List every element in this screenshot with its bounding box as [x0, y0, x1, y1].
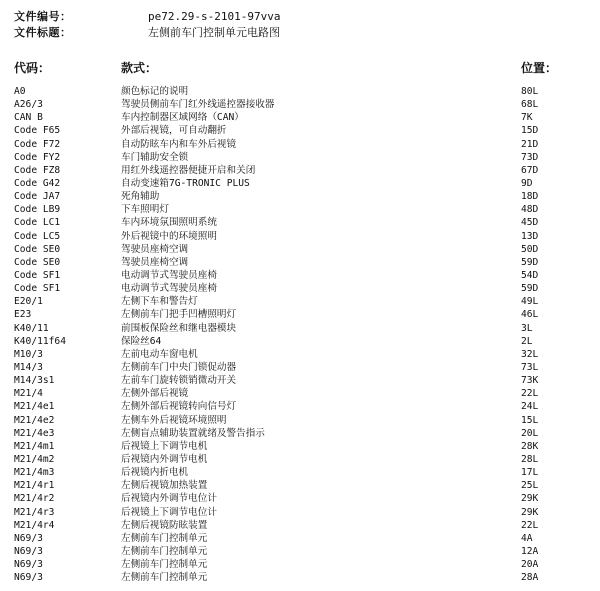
row-position: 21D: [521, 138, 539, 150]
table-row: [14, 374, 574, 387]
row-code: M21/4r2: [14, 493, 55, 505]
row-position: 68L: [521, 99, 539, 111]
row-style: 左侧后视镜加热装置: [121, 480, 208, 492]
doc-title-value: 左侧前车门控制单元电路图: [148, 26, 280, 39]
row-code: Code F72: [14, 138, 61, 150]
row-position: 17L: [521, 467, 539, 479]
table-row: [14, 453, 574, 466]
table-row: [14, 308, 574, 321]
row-position: 2L: [521, 335, 533, 347]
row-code: N69/3: [14, 545, 43, 557]
row-style: 左侧前车门中央门锁促动器: [121, 361, 237, 373]
row-code: Code SE0: [14, 256, 61, 268]
row-position: 32L: [521, 348, 539, 360]
row-style: 车门辅助安全锁: [121, 151, 189, 163]
row-code: M21/4r1: [14, 480, 55, 492]
row-code: N69/3: [14, 559, 43, 571]
table-row: [14, 243, 574, 256]
row-style: 死角辅助: [121, 191, 160, 203]
row-code: Code FY2: [14, 151, 61, 163]
table-row: [14, 164, 574, 177]
row-style: 后视镜内折电机: [121, 467, 189, 479]
row-position: 46L: [521, 309, 539, 321]
row-position: 9D: [521, 177, 533, 189]
row-position: 12A: [521, 545, 539, 557]
row-code: Code SF1: [14, 269, 61, 281]
row-position: 54D: [521, 269, 539, 281]
table-row: [14, 295, 574, 308]
row-code: M21/4e2: [14, 414, 55, 426]
table-row: [14, 532, 574, 545]
row-style: 前围板保险丝和继电器模块: [121, 322, 237, 334]
row-code: M21/4: [14, 388, 43, 400]
row-code: A26/3: [14, 99, 43, 111]
row-style: 左前车门旋转锁销微动开关: [121, 375, 237, 387]
doc-title-label: 文件标题：: [14, 26, 72, 39]
row-code: Code G42: [14, 177, 61, 189]
row-code: M21/4m1: [14, 440, 55, 452]
row-position: 7K: [521, 112, 533, 124]
row-style: 左侧前车门控制单元: [121, 572, 208, 584]
row-position: 73K: [521, 375, 539, 387]
table-row: [14, 190, 574, 203]
row-position: 15L: [521, 414, 539, 426]
row-code: Code SE0: [14, 243, 61, 255]
row-position: 13D: [521, 230, 539, 242]
row-position: 25L: [521, 480, 539, 492]
table-row: [14, 361, 574, 374]
row-code: M21/4m3: [14, 467, 55, 479]
row-position: 20A: [521, 559, 539, 571]
row-code: M21/4r3: [14, 506, 55, 518]
row-style: 左侧前车门控制单元: [121, 559, 208, 571]
table-row: [14, 151, 574, 164]
table-row: [14, 177, 574, 190]
row-code: N69/3: [14, 532, 43, 544]
row-style: 左前电动车窗电机: [121, 348, 198, 360]
doc-title-row: [14, 25, 574, 41]
row-position: 22L: [521, 388, 539, 400]
table-row: [14, 85, 574, 98]
row-position: 28L: [521, 453, 539, 465]
header-position: 位置：: [521, 61, 558, 75]
row-style: 后视镜内外调节电机: [121, 453, 208, 465]
component-table: [14, 85, 574, 584]
row-position: 22L: [521, 519, 539, 531]
row-style: 左侧前车门控制单元: [121, 532, 208, 544]
row-position: 50D: [521, 243, 539, 255]
row-style: 左侧外部后视镜转向信号灯: [121, 401, 237, 413]
table-row: [14, 440, 574, 453]
row-style: 驾驶员座椅空调: [121, 243, 189, 255]
row-position: 28A: [521, 572, 539, 584]
row-position: 67D: [521, 164, 539, 176]
row-code: E23: [14, 309, 32, 321]
row-style: 车内环境氛围照明系统: [121, 217, 217, 229]
row-position: 4A: [521, 532, 533, 544]
row-code: Code SF1: [14, 283, 61, 295]
row-style: 车内控制器区域网络（CAN）: [121, 112, 244, 124]
table-row: [14, 558, 574, 571]
header-style: 款式：: [121, 61, 158, 75]
document-meta: [14, 9, 574, 41]
row-position: 59D: [521, 256, 539, 268]
row-code: K40/11f64: [14, 335, 66, 347]
row-style: 左侧盲点辅助装置就绪及警告指示: [121, 427, 265, 439]
row-style: 下车照明灯: [121, 204, 169, 216]
row-position: 73L: [521, 361, 539, 373]
row-code: Code LB9: [14, 204, 61, 216]
row-position: 73D: [521, 151, 539, 163]
table-row: [14, 138, 574, 151]
table-row: [14, 230, 574, 243]
row-code: M21/4e3: [14, 427, 55, 439]
row-style: 外后视镜中的环境照明: [121, 230, 217, 242]
row-position: 80L: [521, 86, 539, 97]
row-code: Code JA7: [14, 191, 61, 203]
row-style: 自动变速箱7G-TRONIC PLUS: [121, 177, 250, 189]
doc-number-row: [14, 9, 574, 25]
row-code: M14/3: [14, 361, 43, 373]
row-style: 保险丝64: [121, 335, 162, 347]
row-style: 电动调节式驾驶员座椅: [121, 283, 217, 295]
row-code: E20/1: [14, 296, 43, 308]
table-row: [14, 111, 574, 124]
row-position: 3L: [521, 322, 533, 334]
row-style: 左侧车外后视镜环境照明: [121, 414, 227, 426]
row-code: K40/11: [14, 322, 49, 334]
doc-number-value: pe72.29-s-2101-97vva: [148, 10, 281, 23]
row-position: 29K: [521, 506, 539, 518]
row-code: A0: [14, 86, 26, 97]
row-code: Code F65: [14, 125, 61, 137]
table-row: [14, 400, 574, 413]
row-code: N69/3: [14, 572, 43, 584]
table-row: [14, 545, 574, 558]
row-style: 自动防眩车内和车外后视镜: [121, 138, 237, 150]
row-position: 18D: [521, 191, 539, 203]
row-style: 颜色标记的说明: [121, 86, 189, 97]
row-style: 电动调节式驾驶员座椅: [121, 269, 217, 281]
table-header: [14, 60, 574, 76]
row-position: 45D: [521, 217, 539, 229]
row-position: 20L: [521, 427, 539, 439]
table-row: [14, 387, 574, 400]
table-row: [14, 466, 574, 479]
row-style: 外部后视镜，可自动翻折: [121, 125, 227, 137]
row-code: M21/4e1: [14, 401, 55, 413]
row-position: 24L: [521, 401, 539, 413]
row-position: 59D: [521, 283, 539, 295]
table-row: [14, 492, 574, 505]
row-position: 28K: [521, 440, 539, 452]
row-code: Code LC1: [14, 217, 61, 229]
row-style: 左侧外部后视镜: [121, 388, 189, 400]
row-position: 49L: [521, 296, 539, 308]
row-style: 左侧前车门控制单元: [121, 545, 208, 557]
table-row: [14, 203, 574, 216]
row-style: 后视镜上下调节电位计: [121, 506, 217, 518]
row-style: 驾驶员座椅空调: [121, 256, 189, 268]
table-row: [14, 269, 574, 282]
row-position: 29K: [521, 493, 539, 505]
row-style: 左侧后视镜防眩装置: [121, 519, 208, 531]
table-row: [14, 348, 574, 361]
row-code: CAN B: [14, 112, 43, 124]
row-style: 驾驶员侧前车门红外线遥控器接收器: [121, 99, 275, 111]
row-style: 左侧下车和警告灯: [121, 296, 198, 308]
table-row: [14, 571, 574, 584]
table-row: [14, 98, 574, 111]
table-row: [14, 282, 574, 295]
header-code: 代码：: [14, 61, 51, 75]
row-code: Code LC5: [14, 230, 61, 242]
table-row: [14, 216, 574, 229]
table-row: [14, 335, 574, 348]
doc-number-label: 文件编号：: [14, 10, 72, 23]
row-position: 15D: [521, 125, 539, 137]
table-row: [14, 479, 574, 492]
table-row: [14, 256, 574, 269]
row-position: 48D: [521, 204, 539, 216]
table-row: [14, 519, 574, 532]
row-style: 用红外线遥控器便捷开启和关闭: [121, 164, 256, 176]
row-code: M10/3: [14, 348, 43, 360]
table-row: [14, 124, 574, 137]
table-row: [14, 506, 574, 519]
row-code: M21/4m2: [14, 453, 55, 465]
table-row: [14, 322, 574, 335]
table-row: [14, 414, 574, 427]
table-row: [14, 427, 574, 440]
row-style: 后视镜内外调节电位计: [121, 493, 217, 505]
row-style: 左侧前车门把手凹槽照明灯: [121, 309, 237, 321]
row-code: Code FZ8: [14, 164, 61, 176]
row-code: M21/4r4: [14, 519, 55, 531]
row-code: M14/3s1: [14, 375, 55, 387]
row-style: 后视镜上下调节电机: [121, 440, 208, 452]
